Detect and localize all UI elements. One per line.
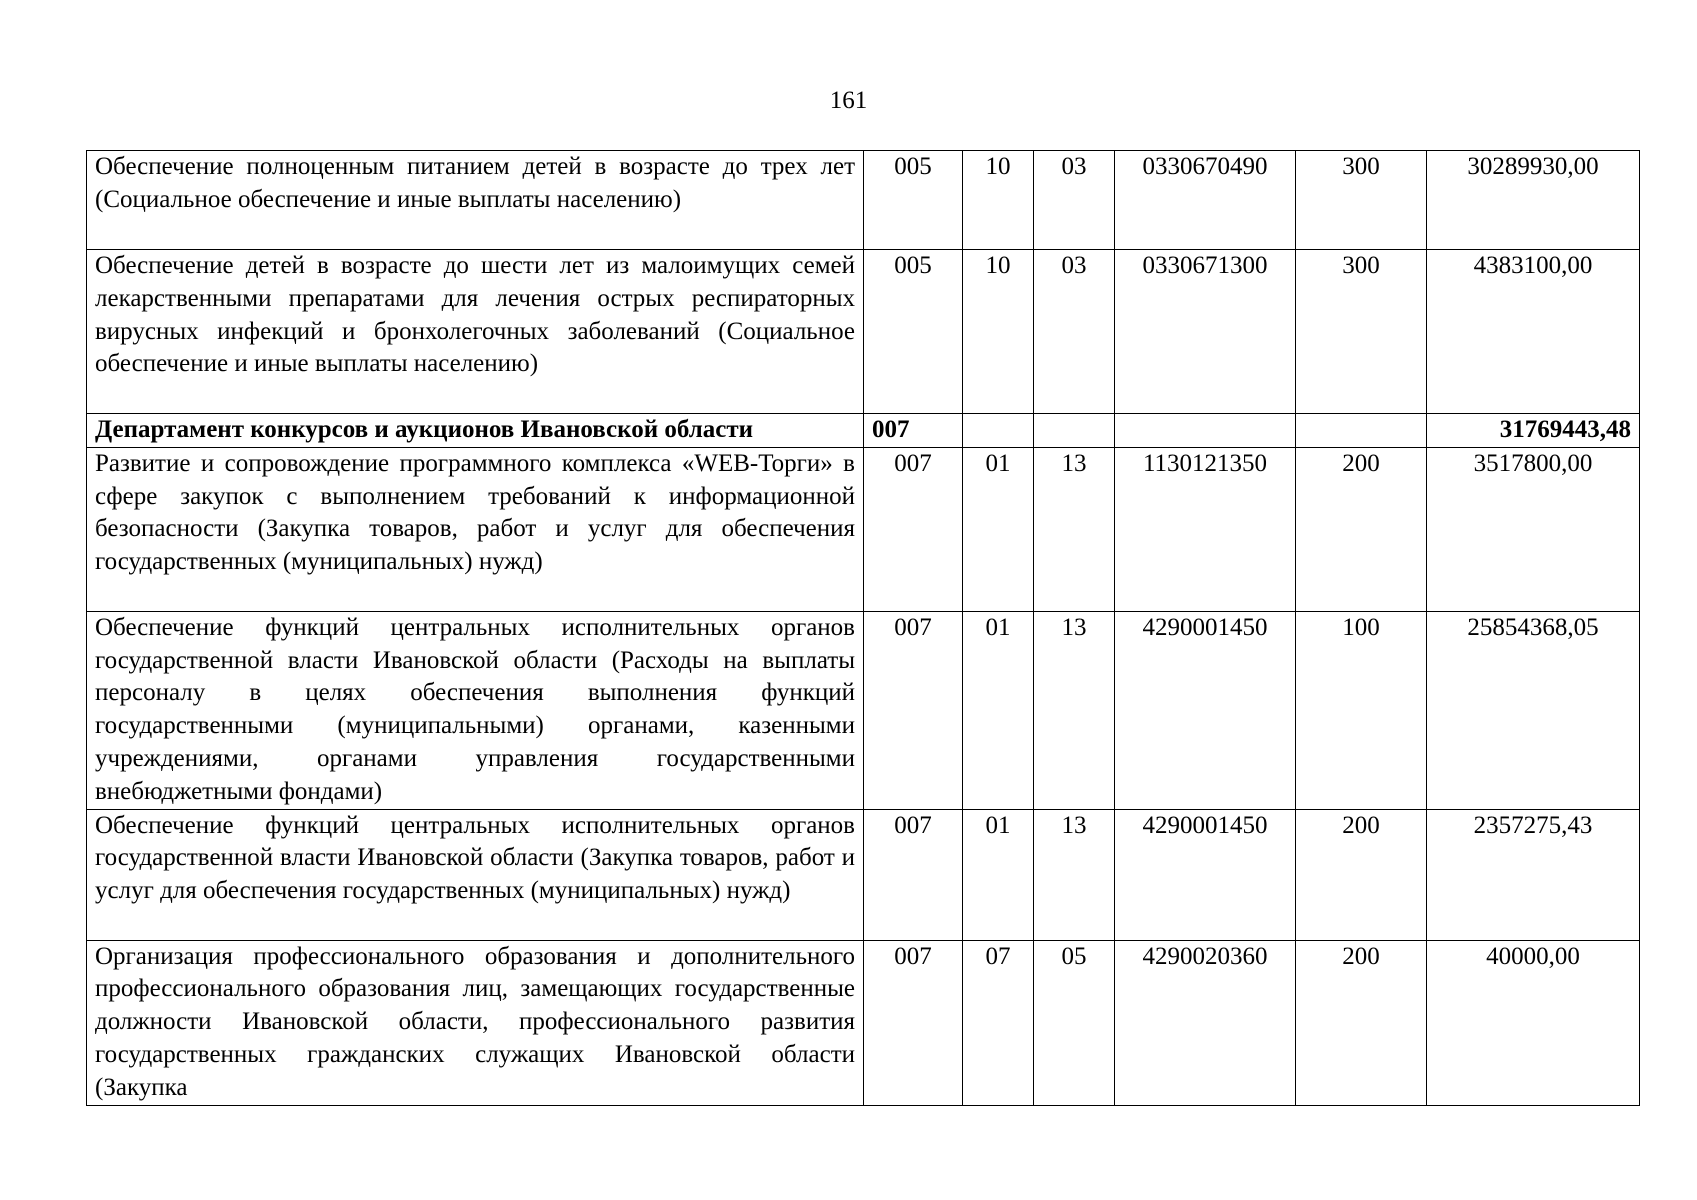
row-subsection: 13 [1034, 447, 1115, 611]
row-type [1296, 414, 1427, 448]
row-target: 4290001450 [1115, 611, 1296, 809]
row-subsection: 03 [1034, 250, 1115, 414]
row-subsection: 13 [1034, 611, 1115, 809]
row-description: Обеспечение детей в возрасте до шести лет из малоимущих семей лекарственными препаратами для лечения острых респираторных вирусных инфекций и бронхолегочных заболеваний (Социальное обеспечение и иные выплаты населению) [87, 250, 864, 414]
row-type: 200 [1296, 940, 1427, 1105]
row-type: 200 [1296, 809, 1427, 940]
row-code: 007 [864, 611, 963, 809]
row-type: 100 [1296, 611, 1427, 809]
row-description: Обеспечение функций центральных исполнительных органов государственной власти Ивановской области (Расходы на выплаты персоналу в целях обеспечения выполнения функций государственными (муниципальными) органами, казенными учреждениями, органами управления государственными внебюджетными фондами) [87, 611, 864, 809]
table-row [87, 151, 1640, 250]
row-description: Организация профессионального образования и дополнительного профессионального образования лиц, замещающих государственные должности Ивановской области, профессионального развития государственных гражданских служащих Ивановской области (Закупка [87, 940, 864, 1105]
row-section: 07 [963, 940, 1034, 1105]
row-target: 1130121350 [1115, 447, 1296, 611]
table-row [87, 447, 1640, 611]
row-code: 007 [864, 447, 963, 611]
row-section: 10 [963, 250, 1034, 414]
row-subsection: 03 [1034, 151, 1115, 250]
row-amount: 40000,00 [1427, 940, 1640, 1105]
row-code: 005 [864, 250, 963, 414]
row-amount: 31769443,48 [1427, 414, 1640, 448]
row-description: Департамент конкурсов и аукционов Ивановской области [87, 414, 864, 448]
row-type: 300 [1296, 151, 1427, 250]
row-code: 007 [864, 809, 963, 940]
row-amount: 25854368,05 [1427, 611, 1640, 809]
row-section: 10 [963, 151, 1034, 250]
row-code: 005 [864, 151, 963, 250]
row-subsection: 13 [1034, 809, 1115, 940]
row-type: 300 [1296, 250, 1427, 414]
row-subsection [1034, 414, 1115, 448]
row-section: 01 [963, 611, 1034, 809]
row-target: 4290001450 [1115, 809, 1296, 940]
row-target: 0330671300 [1115, 250, 1296, 414]
row-amount: 2357275,43 [1427, 809, 1640, 940]
row-target: 0330670490 [1115, 151, 1296, 250]
table-row [87, 611, 1640, 809]
row-target [1115, 414, 1296, 448]
row-description: Обеспечение полноценным питанием детей в возрасте до трех лет (Социальное обеспечение и иные выплаты населению) [87, 151, 864, 250]
table-row [87, 809, 1640, 940]
page-number: 161 [829, 87, 868, 114]
row-description: Развитие и сопровождение программного комплекса «WEB-Торги» в сфере закупок с выполнением требований к информационной безопасности (Закупка товаров, работ и услуг для обеспечения государственных (муниципальных) нужд) [87, 447, 864, 611]
budget-table [86, 150, 1640, 1106]
row-section [963, 414, 1034, 448]
row-description: Обеспечение функций центральных исполнительных органов государственной власти Ивановской области (Закупка товаров, работ и услуг для обеспечения государственных (муниципальных) нужд) [87, 809, 864, 940]
row-code: 007 [864, 940, 963, 1105]
table-row [87, 940, 1640, 1105]
row-type: 200 [1296, 447, 1427, 611]
row-target: 4290020360 [1115, 940, 1296, 1105]
row-code: 007 [864, 414, 963, 448]
row-amount: 4383100,00 [1427, 250, 1640, 414]
table-row [87, 250, 1640, 414]
row-section: 01 [963, 809, 1034, 940]
table-row-department-total [87, 414, 1640, 448]
row-section: 01 [963, 447, 1034, 611]
row-amount: 3517800,00 [1427, 447, 1640, 611]
row-subsection: 05 [1034, 940, 1115, 1105]
row-amount: 30289930,00 [1427, 151, 1640, 250]
